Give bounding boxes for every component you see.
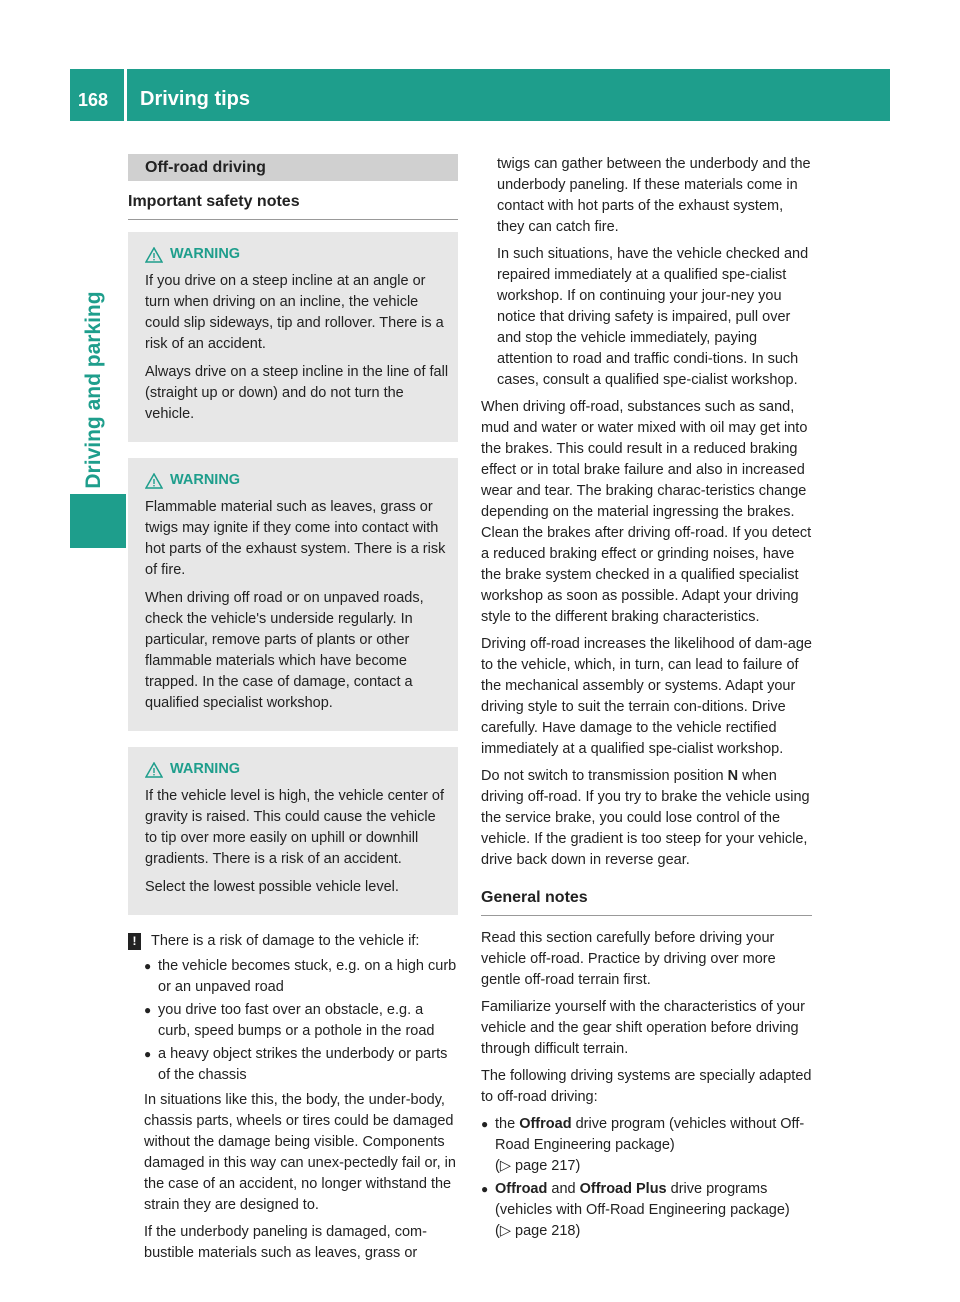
page-number: 168	[78, 90, 109, 110]
drive-program-list	[481, 1114, 812, 1242]
general-paragraph: Read this section carefully before driving your vehicle off-road. Practice by driving over more gentle off-road terrain first.	[481, 930, 776, 988]
bullet-icon: ●	[481, 1117, 489, 1131]
list-item: ● the vehicle becomes stuck, e.g. on a high curb or an unpaved road	[144, 956, 458, 998]
notice-paragraph: twigs can gather between the underbody and the underbody paneling. If these materials come in contact with hot parts of the exhaust system, they can catch fire.	[497, 156, 811, 235]
warning-triangle-icon	[145, 247, 163, 263]
warning-text: Select the lowest possible vehicle level.	[145, 879, 399, 895]
page-reference-link[interactable]: (▷ page 218)	[495, 1223, 581, 1239]
notice-continuation	[481, 154, 812, 391]
warning-title: WARNING	[145, 244, 450, 265]
bullet-icon: ●	[144, 1047, 152, 1061]
list-item: ● a heavy object strikes the underbody or parts of the chassis	[144, 1044, 458, 1086]
page-title: Driving tips	[140, 88, 251, 110]
left-column	[128, 154, 458, 1270]
notice-bullets	[144, 956, 458, 1086]
section-subtitle: Important safety notes	[128, 191, 458, 220]
list-item: ● the Offroad drive program (vehicles without Off-Road Engineering package) (▷ page 217)	[481, 1114, 812, 1177]
arrow-right-icon: ▷	[499, 1223, 511, 1239]
notice-paragraph: If the underbody paneling is damaged, com-bustible materials such as leaves, grass or	[144, 1224, 427, 1261]
warning-title: WARNING	[145, 470, 450, 491]
right-column	[481, 154, 812, 1246]
notice-paragraph: In situations like this, the body, the under-body, chassis parts, wheels or tires could be damaged without the damage being visible. Components damaged in this way can unex-pectedly fail or, in the case of an accident, no longer withstand the strain they are designed to.	[144, 1092, 456, 1213]
notice-body	[128, 956, 458, 1264]
notice-intro: There is a risk of damage to the vehicle if:	[151, 933, 420, 949]
warning-text: If the vehicle level is high, the vehicle center of gravity is raised. This could cause the vehicle to tip over more easily on uphill or downhill gradients. There is a risk of an accident.	[145, 788, 445, 867]
side-tab-marker	[70, 494, 126, 548]
page-reference-link[interactable]: (▷ page 217)	[495, 1158, 581, 1174]
damage-paragraph: Driving off-road increases the likelihood of dam-age to the vehicle, which, in turn, can lead to failure of the mechanical assembly or systems. Adapt your driving style to suit the terrain con-ditions. Drive carefully. Have damage to the vehicle rectified immediately at a qualified spe-cialist workshop.	[481, 636, 812, 757]
header-divider	[124, 69, 127, 121]
damage-notice	[128, 931, 458, 952]
warning-triangle-icon	[145, 473, 163, 489]
warning-text: Flammable material such as leaves, grass or twigs may ignite if they come into contact with hot parts of the exhaust system. There is a risk of fire.	[145, 499, 446, 578]
warning-text: If you drive on a steep incline at an angle or turn when driving on an incline, the vehicle could slip sideways, tip and rollover. There is a risk of an accident.	[145, 273, 444, 352]
bullet-icon: ●	[144, 1003, 152, 1017]
notice-paragraph: In such situations, have the vehicle checked and repaired immediately at a qualified spe-cialist workshop. If on continuing your jour-ney you notice that driving safety is impaired, pull over and stop the vehicle immediately, paying attention to road and traffic condi-tions. In such cases, consult a qualified spe-cialist workshop.	[497, 246, 809, 388]
brakes-paragraph: When driving off-road, substances such as sand, mud and water or water mixed with oil may get into the brakes. This could result in a reduced braking effect or in total brake failure and also in increased wear and tear. The braking charac-teristics change depending on the material ingressing the brakes. Clean the brakes after driving off-road. If you detect a reduced braking effect or grinding noises, have the brake system checked in a qualified specialist workshop as soon as possible. Adapt your driving style to the different braking characteristics.	[481, 399, 812, 625]
warning-box-1	[128, 232, 458, 442]
list-item: ● you drive too fast over an obstacle, e.g. a curb, speed bumps or a pothole in the road	[144, 1000, 458, 1042]
warning-text: When driving off road or on unpaved roads, check the vehicle's underside regularly. In particular, remove parts of plants or other flammable materials which have become trapped. In the case of damage, contact a qualified specialist workshop.	[145, 590, 424, 711]
bullet-icon: ●	[481, 1182, 489, 1196]
general-paragraph: Familiarize yourself with the characteristics of your vehicle and the gear shift operation before driving through difficult terrain.	[481, 999, 805, 1057]
list-item: ● Offroad and Offroad Plus drive programs (vehicles with Off-Road Engineering package) (▷ page 218)	[481, 1179, 812, 1242]
warning-title: WARNING	[145, 759, 450, 780]
general-paragraph: The following driving systems are specially adapted to off-road driving:	[481, 1068, 812, 1105]
general-notes-heading: General notes	[481, 887, 812, 916]
section-title: Off-road driving	[128, 154, 458, 181]
warning-box-3	[128, 747, 458, 915]
warning-text: Always drive on a steep incline in the line of fall (straight up or down) and do not turn the vehicle.	[145, 364, 449, 422]
neutral-paragraph: Do not switch to transmission position N when driving off-road. If you try to brake the vehicle using the service brake, you could lose control of the vehicle. If the gradient is too steep for your vehicle, drive back down in reverse gear.	[481, 768, 810, 868]
exclamation-icon: !	[128, 933, 141, 950]
bullet-icon: ●	[144, 959, 152, 973]
arrow-right-icon: ▷	[499, 1158, 511, 1174]
warning-triangle-icon	[145, 762, 163, 778]
warning-box-2	[128, 458, 458, 731]
